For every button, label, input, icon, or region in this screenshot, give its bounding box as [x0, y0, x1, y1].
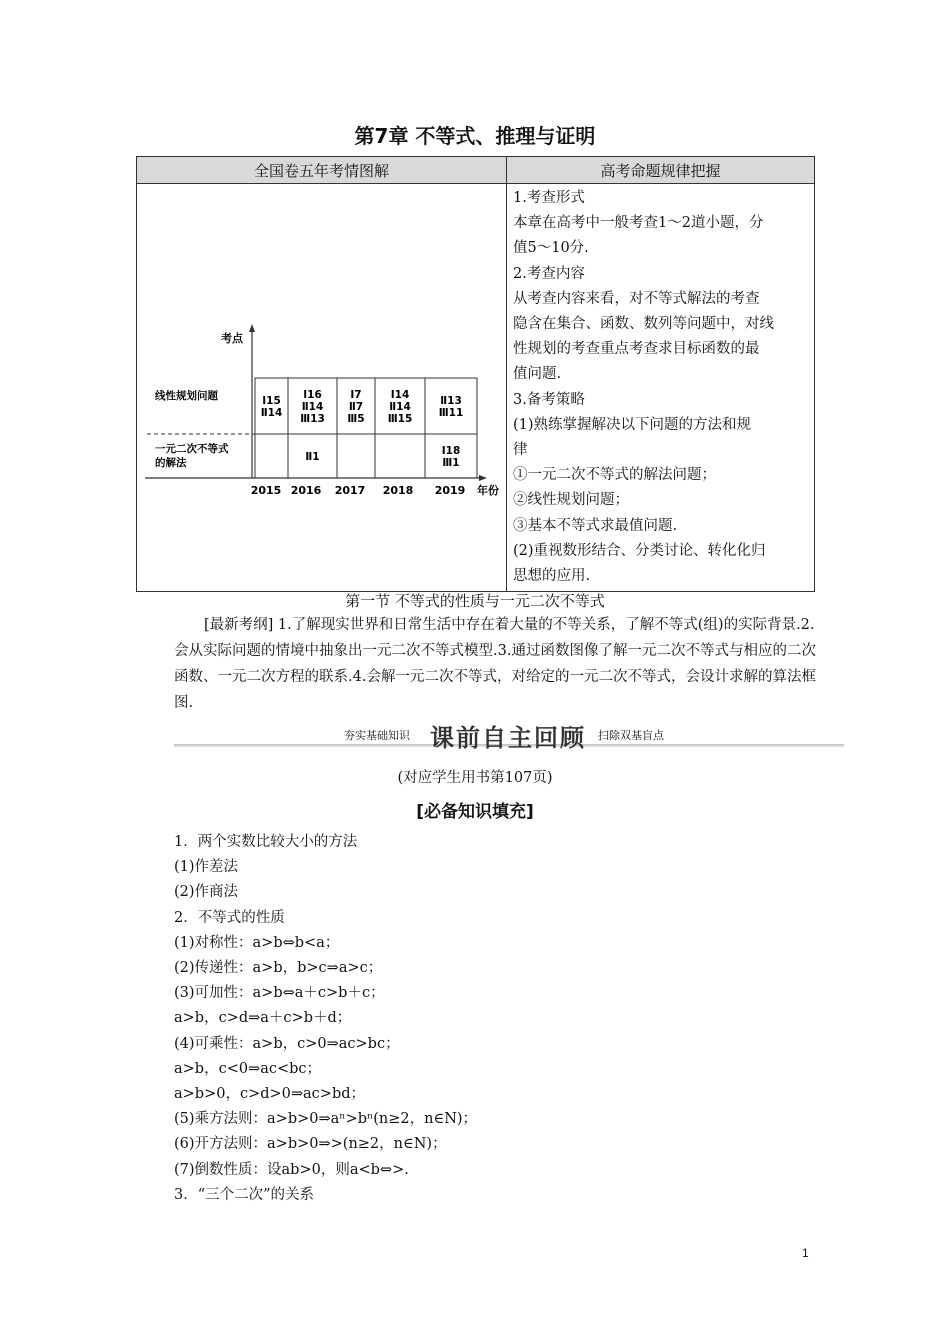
right-header: 高考命题规律把握: [507, 157, 815, 184]
rules-line: 律: [513, 442, 528, 459]
y-axis-label: 考点: [221, 332, 243, 345]
chart-cell-label: Ⅱ14: [389, 401, 411, 413]
section-title: 第一节 不等式的性质与一元二次不等式: [345, 592, 605, 610]
chart-cell-label: Ⅰ15: [262, 395, 281, 407]
rules-line: 2.考查内容: [513, 265, 585, 282]
chart-cell: [375, 434, 425, 478]
chart-cell-label: Ⅱ14: [301, 401, 324, 413]
chart-cell-label: Ⅱ7: [348, 401, 364, 413]
exam-chart-cell: [137, 184, 507, 592]
rules-line: 隐含在集合、函数、数列等问题中，对线: [513, 316, 774, 333]
section-banner: [174, 718, 844, 752]
chart-cell-label: Ⅲ11: [438, 407, 464, 419]
rules-line: ①一元二次不等式的解法问题；: [513, 467, 716, 484]
banner-right-text: 扫除双基盲点: [598, 729, 664, 742]
x-axis-label: 年份: [477, 484, 499, 497]
exam-frequency-chart: [137, 184, 506, 587]
rules-line: 从考查内容来看，对不等式解法的考查: [513, 290, 760, 307]
content-line: (1)对称性：a>b⇔b<a；: [174, 934, 340, 951]
chart-cell: [337, 434, 375, 478]
rules-line: 本章在高考中一般考查1～2道小题，分: [513, 215, 764, 232]
rules-line: 性规划的考查重点考查求目标函数的最: [513, 341, 760, 358]
row-label-quadratic-2: 的解法: [155, 457, 187, 469]
year-tick-label: 2017: [334, 484, 366, 497]
page-number: 1: [802, 1246, 809, 1260]
banner-title: 课前自主回顾: [430, 724, 586, 752]
row-label-linear-programming: 线性规划问题: [155, 390, 218, 402]
rules-cell: [507, 184, 815, 592]
content-line: a>b，c<0⇒ac<bc；: [174, 1060, 322, 1077]
chart-cell-label: Ⅱ1: [305, 451, 320, 463]
rules-line: 1.考查形式: [513, 190, 585, 206]
chart-cell: [255, 434, 288, 478]
syllabus-outline: [174, 612, 816, 716]
rules-list: [513, 186, 808, 589]
content-line: 1．两个实数比较大小的方法: [174, 834, 358, 850]
chart-cell-label: Ⅰ16: [303, 389, 322, 401]
content-line: 2．不等式的性质: [174, 909, 285, 926]
content-line: (3)可加性：a>b⇔a＋c>b＋c；: [174, 985, 385, 1002]
year-tick-label: 2015: [250, 484, 282, 497]
chart-cell-label: Ⅰ7: [350, 389, 362, 401]
rules-line: 值5～10分.: [513, 240, 589, 257]
rules-line: (1)熟练掌握解决以下问题的方法和规: [513, 416, 752, 433]
chart-cell-label: Ⅰ18: [441, 445, 461, 457]
content-line: (4)可乘性：a>b，c>0⇒ac>bc；: [174, 1035, 400, 1052]
banner-left-text: 夯实基础知识: [344, 729, 410, 742]
year-tick-label: 2018: [382, 484, 414, 497]
outline-text: [最新考纲] 1.了解现实世界和日常生活中存在着大量的不等关系，了解不等式(组)的实际背景.2.会从实际问题的情境中抽象出一元二次不等式模型.3.通过函数图像了解一元二次不等式与相应的二次函数、一元二次方程的联系.4.会解一元二次不等式，对给定的一元二次不等式，会设计求解的算法框图.: [174, 617, 816, 711]
rules-line: 3.备考策略: [513, 391, 585, 408]
chart-cell-label: Ⅲ5: [347, 413, 365, 425]
knowledge-content: [174, 830, 814, 1208]
content-line: (6)开方法则：a>b>0⇒>(n≥2，n∈N)；: [174, 1136, 447, 1153]
year-tick-label: 2019: [434, 484, 466, 497]
content-line: a>b>0，c>d>0⇒ac>bd；: [174, 1086, 366, 1103]
chart-cell-label: Ⅲ1: [442, 457, 460, 469]
chart-cell-label: Ⅲ15: [387, 413, 413, 425]
content-line: (1)作差法: [174, 859, 239, 876]
rules-line: ③基本不等式求最值问题.: [513, 517, 678, 534]
rules-line: 值问题.: [513, 366, 562, 383]
content-line: (5)乘方法则：a>b>0⇒aⁿ>bⁿ(n≥2，n∈N)；: [174, 1111, 478, 1128]
chart-cell-label: Ⅲ13: [300, 413, 325, 425]
rules-line: ②线性规划问题；: [513, 492, 629, 509]
chart-cell-label: Ⅰ14: [390, 389, 410, 401]
rules-line: (2)重视数形结合、分类讨论、转化化归: [513, 542, 766, 559]
content-line: (2)作商法: [174, 884, 239, 901]
left-header: 全国卷五年考情图解: [137, 157, 507, 184]
rules-line: 思想的应用.: [513, 568, 591, 585]
row-label-quadratic-1: 一元二次不等式: [155, 443, 229, 455]
chapter-overview-table: [136, 156, 815, 592]
chapter-title: 第7章 不等式、推理与证明: [354, 124, 596, 148]
year-tick-label: 2016: [290, 484, 322, 497]
chart-cell-label: Ⅱ13: [440, 395, 462, 407]
chart-cell-label: Ⅱ14: [260, 407, 283, 419]
page-reference: (对应学生用书第107页): [397, 770, 553, 786]
fill-heading: [必备知识填充]: [416, 802, 534, 822]
content-line: (7)倒数性质：设ab>0，则a<b⇔>.: [174, 1161, 409, 1178]
content-line: 3．“三个二次”的关系: [174, 1186, 315, 1203]
content-line: a>b，c>d⇒a＋c>b＋d；: [174, 1010, 352, 1027]
content-line: (2)传递性：a>b，b>c⇒a>c；: [174, 960, 383, 977]
